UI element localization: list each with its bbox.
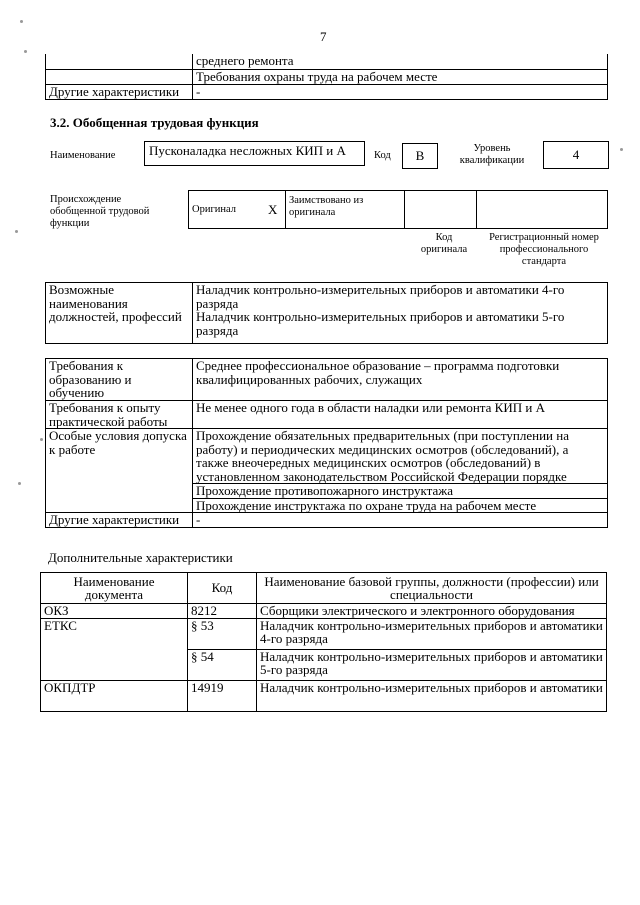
other-value: - — [193, 513, 608, 528]
table-row — [41, 604, 607, 619]
code-orig-caption: Код оригинала — [420, 232, 468, 255]
row-code: § 54 — [188, 649, 257, 680]
scan-dot — [18, 482, 21, 485]
row-name: Наладчик контрольно-измерительных приборов и автоматики 4-го разряда — [257, 618, 607, 649]
top-table-cell — [46, 69, 193, 84]
condition-item: Прохождение инструктажа по охране труда на рабочем месте — [193, 498, 608, 513]
row-code: 14919 — [188, 680, 257, 711]
table-row — [41, 680, 607, 711]
origin-label: Происхождение обобщенной трудовой функции — [50, 194, 150, 229]
position-item: Наладчик контрольно-измерительных приборов и автоматики 5-го разряда — [196, 309, 565, 338]
condition-item: Прохождение обязательных предварительных (при поступлении на работу) и периодических медицинских осмотров (обследований), а также внеочередных медицинских осмотров (обследований) в установленном законодательством Российской Федерации порядке — [193, 429, 608, 484]
code-value: B — [415, 148, 425, 163]
positions-values — [193, 283, 608, 344]
name-value: Пусконаладка несложных КИП и А — [149, 143, 346, 158]
code-label: Код — [374, 150, 391, 161]
header-doc: Наименование документа — [41, 573, 188, 604]
row-doc: ЕТКС — [41, 618, 188, 680]
reg-number-caption: Регистрационный номер профессионального стандарта — [489, 232, 599, 267]
level-value-box — [543, 141, 609, 169]
row-code: 8212 — [188, 604, 257, 619]
row-name: Сборщики электрического и электронного оборудования — [257, 604, 607, 619]
condition-item: Прохождение противопожарного инструктажа — [193, 484, 608, 499]
header-name: Наименование базовой группы, должности (профессии) или специальности — [257, 573, 607, 604]
top-table-cell: Требования охраны труда на рабочем месте — [193, 69, 608, 84]
origin-table — [188, 190, 608, 229]
positions-table — [45, 282, 608, 344]
original-label: Оригинал — [189, 191, 266, 229]
page-number: 7 — [320, 29, 327, 44]
row-doc: ОКЗ — [41, 604, 188, 619]
scan-dot — [620, 148, 623, 151]
other-label: Другие характеристики — [46, 513, 193, 528]
scan-dot — [15, 230, 18, 233]
reg-number-cell — [477, 191, 608, 229]
code-value-box — [402, 143, 438, 169]
header-code: Код — [188, 573, 257, 604]
conditions-label: Особые условия допуска к работе — [46, 429, 193, 513]
top-table-cell: Другие характеристики — [46, 84, 193, 99]
row-name: Наладчик контрольно-измерительных приборов и автоматики — [257, 680, 607, 711]
position-item: Наладчик контрольно-измерительных приборов и автоматики 4-го разряда — [196, 282, 565, 311]
level-label: Уровень квалификации — [459, 143, 525, 166]
code-orig-cell — [405, 191, 477, 229]
scan-dot — [40, 438, 43, 441]
row-doc: ОКПДТР — [41, 680, 188, 711]
borrowed-label: Заимствовано из оригинала — [286, 191, 405, 229]
level-value: 4 — [572, 147, 580, 162]
additional-table — [40, 572, 607, 712]
scan-dot — [20, 20, 23, 23]
row-name: Наладчик контрольно-измерительных приборов и автоматики 5-го разряда — [257, 649, 607, 680]
top-table-cell — [46, 54, 193, 69]
original-mark: X — [265, 191, 286, 229]
row-code: § 53 — [188, 618, 257, 649]
additional-title: Дополнительные характеристики — [48, 550, 233, 565]
scan-dot — [24, 50, 27, 53]
name-value-box — [144, 141, 365, 166]
top-table-cell: среднего ремонта — [193, 54, 608, 69]
name-label: Наименование — [50, 150, 116, 161]
top-table — [45, 54, 608, 100]
education-label: Требования к образованию и обучению — [46, 359, 193, 401]
positions-label: Возможные наименования должностей, профессий — [46, 283, 193, 344]
top-table-cell: - — [193, 84, 608, 99]
experience-label: Требования к опыту практической работы — [46, 401, 193, 429]
requirements-table — [45, 358, 608, 528]
education-value: Среднее профессиональное образование – программа подготовки квалифицированных рабочих, служащих — [193, 359, 608, 401]
experience-value: Не менее одного года в области наладки или ремонта КИП и А — [193, 401, 608, 429]
table-row — [41, 618, 607, 649]
section-title: 3.2. Обобщенная трудовая функция — [50, 115, 259, 130]
